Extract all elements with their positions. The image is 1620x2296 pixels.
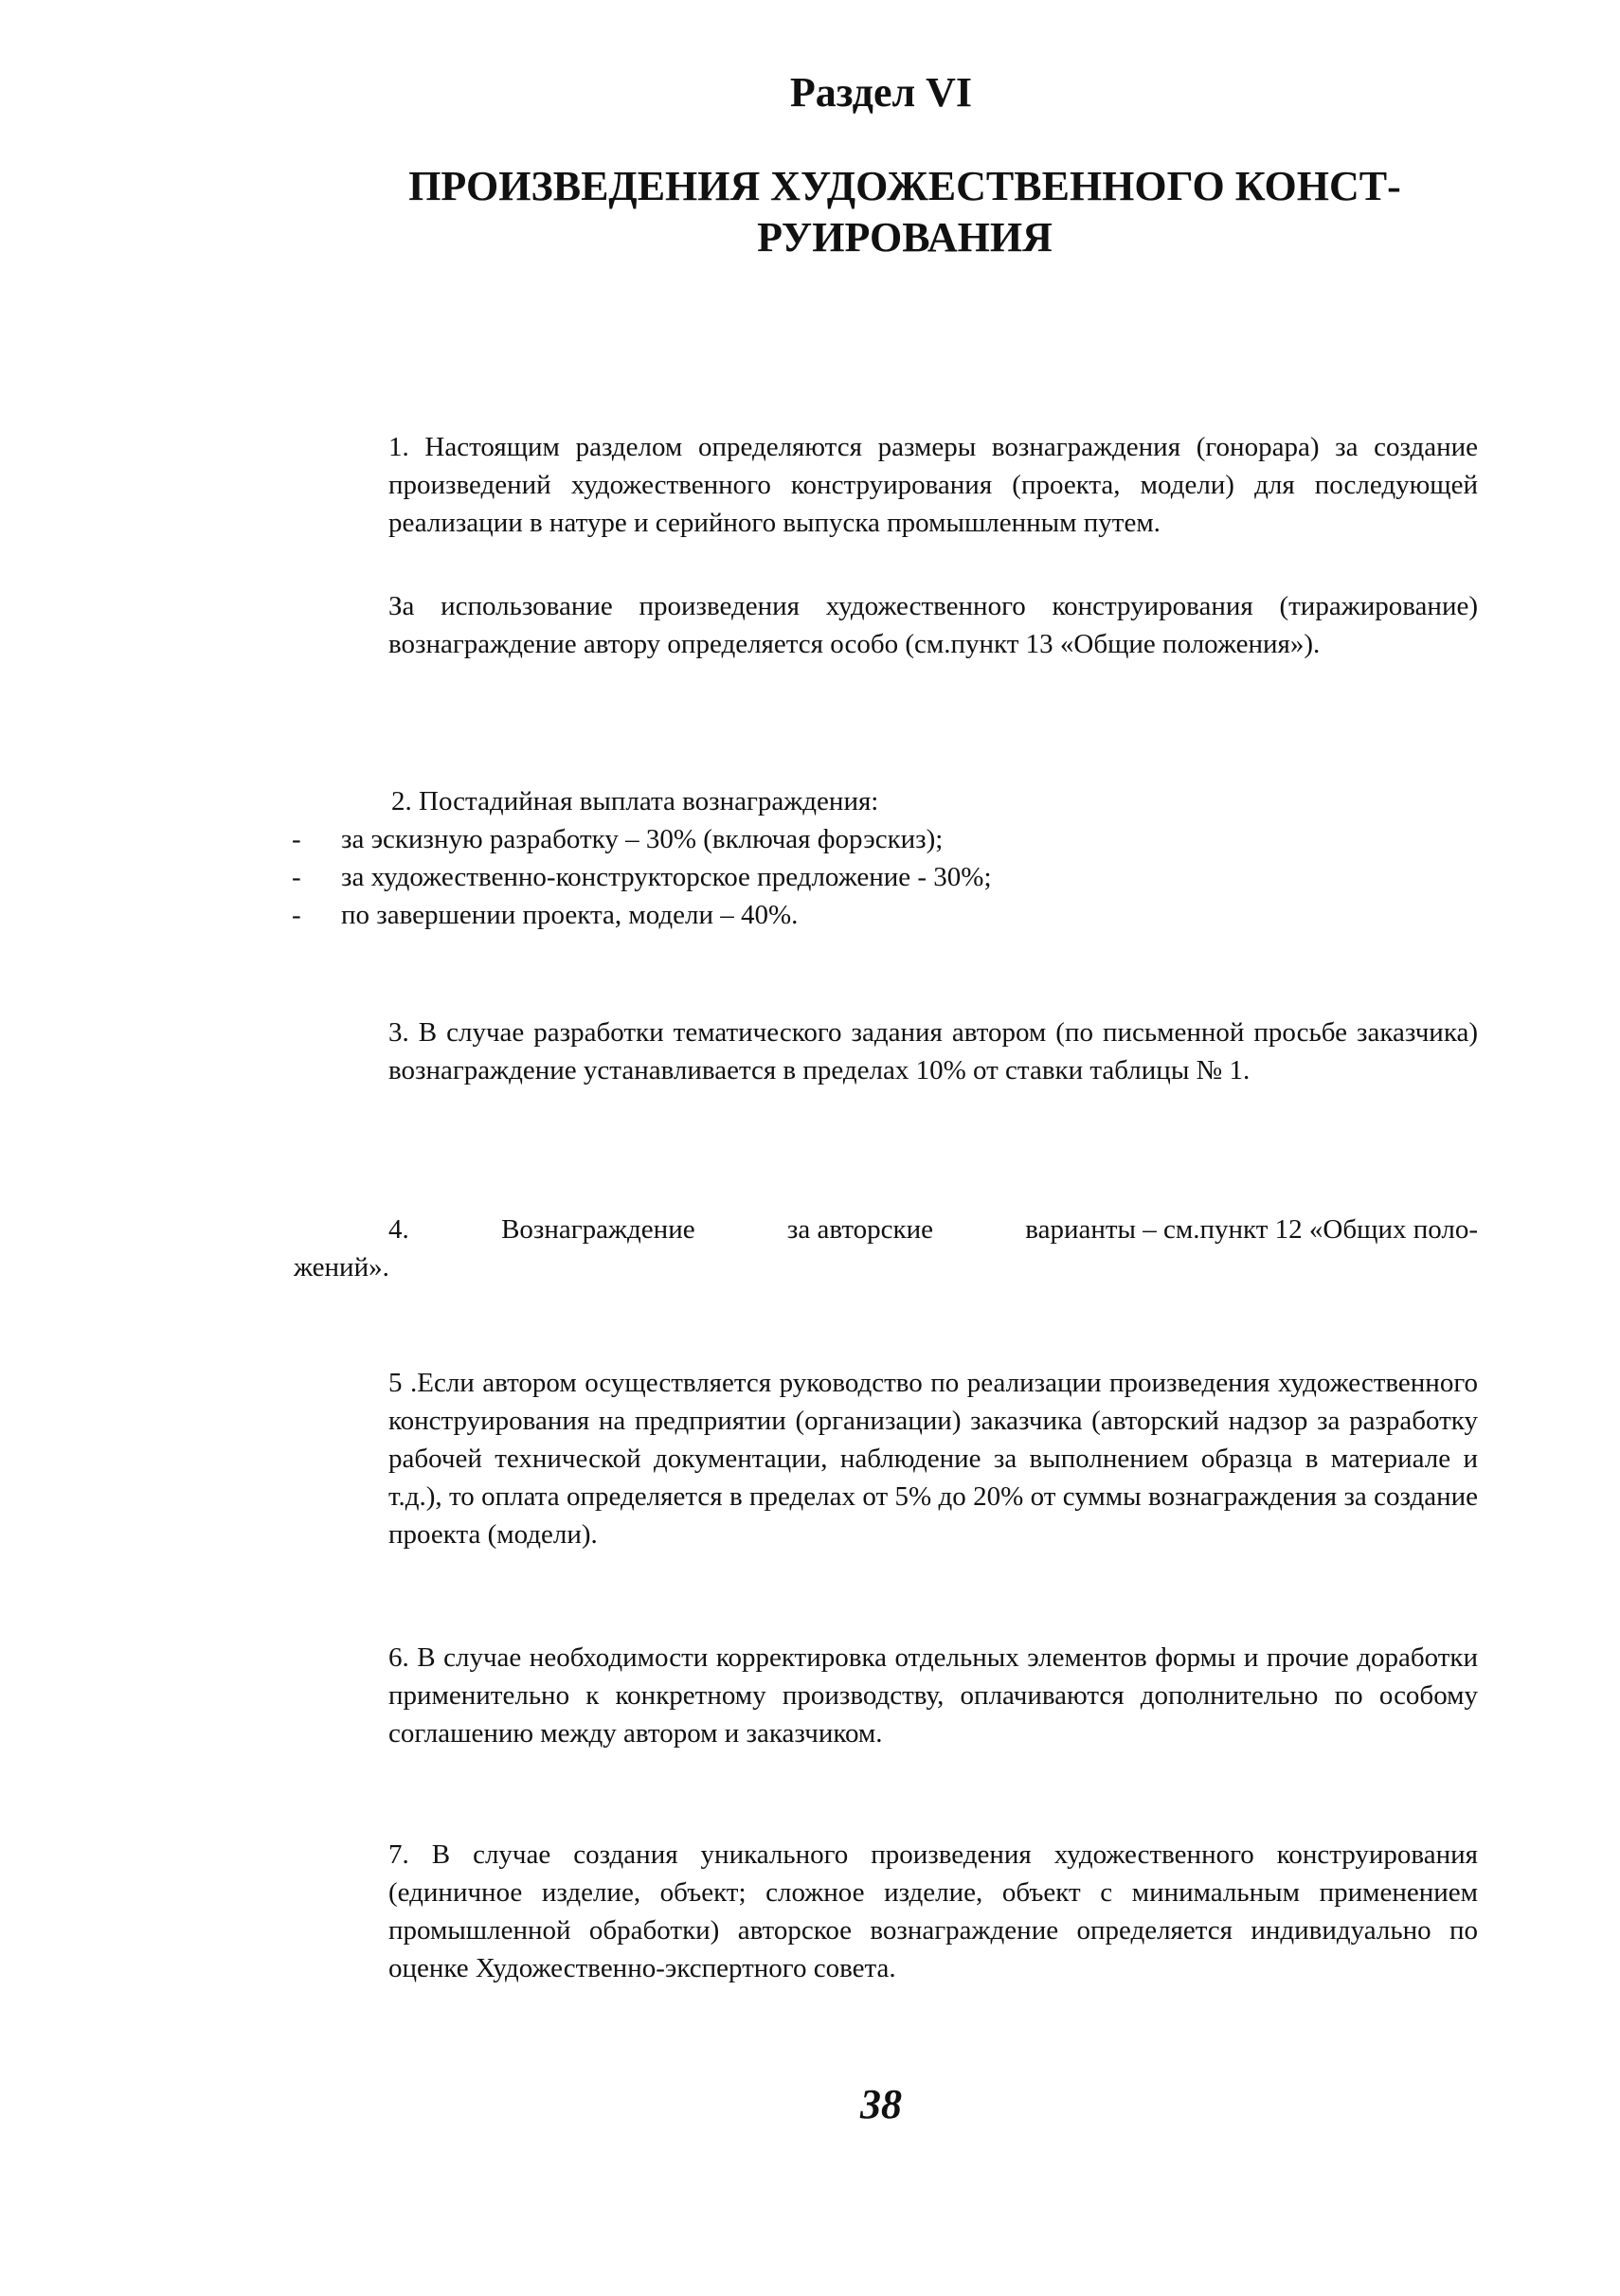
- paragraph-4-part: варианты – см.пункт 12 «Общих поло-: [1025, 1214, 1478, 1245]
- paragraph-4: [294, 1211, 1478, 1286]
- paragraph-4-part: за авторские: [786, 1214, 933, 1245]
- paragraph-1b-text: За использование произведения художественного конструирования (тиражирование) вознаграждение автору определяется особо (см.пункт 13 «Общие положения»).: [388, 591, 1478, 659]
- page-title: [322, 161, 1487, 263]
- list-item: - за художественно-конструкторское предложение - 30%;: [292, 862, 992, 892]
- paragraph-6-text: 6. В случае необходимости корректировка отдельных элементов формы и прочие доработки применительно к конкретному производству, оплачиваются дополнительно по особому соглашению между автором и заказчиком.: [388, 1642, 1478, 1749]
- paragraph-4-part: Вознаграждение: [501, 1214, 695, 1245]
- paragraph-6: [294, 1639, 1478, 1752]
- paragraph-7: [294, 1836, 1478, 1987]
- paragraph-5-text: 5 .Если автором осуществляется руководство по реализации произведения художественного конструирования на предприятии (организации) заказчика (авторский надзор за разработку рабочей технической документации, наблюдение за выполнением образца в материале и т.д.), то оплата определяется в пределах от 5% до 20% от суммы вознаграждения за создание проекта (модели).: [388, 1368, 1478, 1550]
- title-line-2: РУИРОВАНИЯ: [757, 214, 1053, 260]
- paragraph-4-tail: жений».: [294, 1252, 389, 1283]
- paragraph-1-text: 1. Настоящим разделом определяются размеры вознаграждения (гонорара) за создание произведений художественного конструирования (проекта, модели) для последующей реализации в натуре и серийного выпуска промышленным путем.: [388, 432, 1478, 538]
- paragraph-5: [294, 1364, 1478, 1553]
- paragraph-4-part: 4.: [388, 1214, 409, 1245]
- paragraph-7-text: 7. В случае создания уникального произведения художественного конструирования (единичное изделие, объект; сложное изделие, объект с минимальным применением промышленной обработки) авторское вознаграждение определяется индивидуально по оценке Художественно-экспертного совета.: [388, 1839, 1478, 1983]
- paragraph-3: [294, 1013, 1478, 1089]
- payment-stages: [292, 782, 1476, 934]
- paragraph-1: [294, 428, 1478, 542]
- list-item-text: за художественно-конструкторское предложение - 30%;: [341, 862, 992, 892]
- list-item: - по завершении проекта, модели – 40%.: [292, 900, 799, 930]
- list-item: - за эскизную разработку – 30% (включая форэскиз);: [292, 824, 944, 854]
- paragraph-3-text: 3. В случае разработки тематического задания автором (по письменной просьбе заказчика) вознаграждение устанавливается в пределах 10% от ставки таблицы № 1.: [388, 1017, 1478, 1085]
- page-number: 38: [860, 2081, 902, 2127]
- section-label: Раздел VI: [789, 69, 973, 116]
- payment-stages-lead: 2. Постадийная выплата вознаграждения:: [391, 786, 879, 816]
- paragraph-1b: [294, 587, 1478, 663]
- title-line-1: ПРОИЗВЕДЕНИЯ ХУДОЖЕСТВЕННОГО КОНСТ-: [408, 163, 1401, 209]
- list-item-text: за эскизную разработку – 30% (включая форэскиз);: [341, 824, 944, 854]
- list-item-text: по завершении проекта, модели – 40%.: [341, 900, 799, 930]
